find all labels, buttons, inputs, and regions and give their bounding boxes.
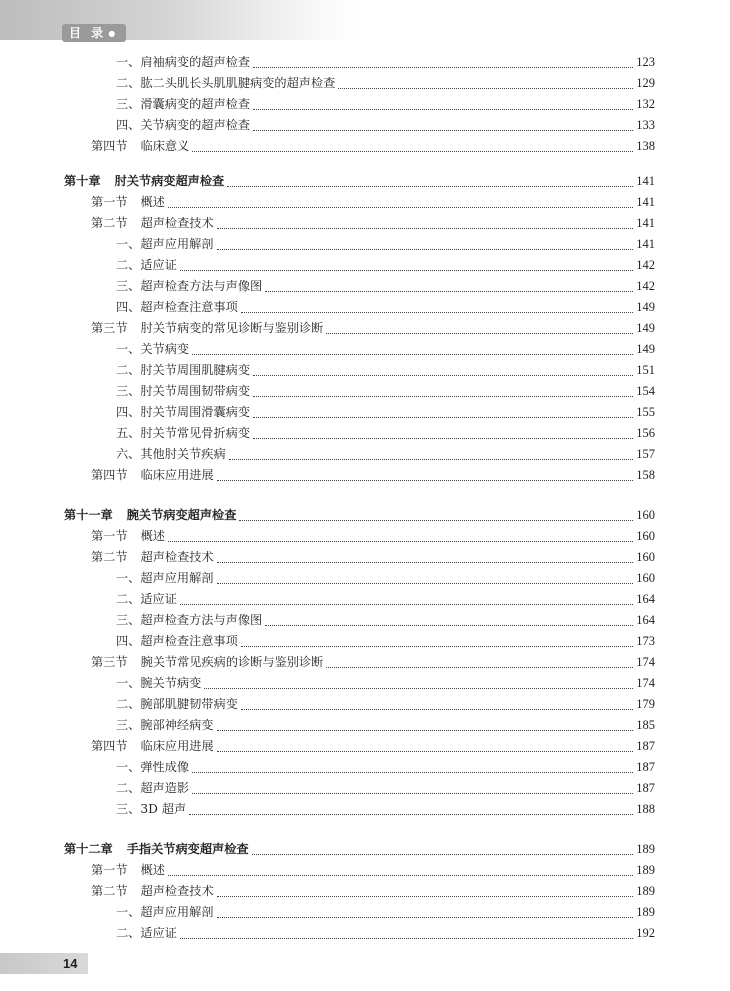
toc-entry-text: 四、关节病变的超声检查 — [116, 118, 251, 132]
toc-entry[interactable] — [116, 402, 655, 423]
toc-entry-page: 173 — [636, 634, 655, 648]
toc-entry-page: 187 — [636, 760, 655, 774]
toc-entry-text: 一、超声应用解剖 — [116, 237, 214, 251]
dot-leader — [253, 123, 633, 131]
toc-entry[interactable] — [91, 192, 655, 213]
dot-leader — [217, 555, 634, 563]
dot-leader — [229, 452, 634, 460]
toc-entry-number: 第一节 — [91, 529, 128, 543]
toc-entry[interactable] — [116, 297, 655, 318]
toc-entry-text: 三、腕部神经病变 — [116, 718, 214, 732]
dot-leader — [204, 681, 633, 689]
toc-entry-page: 185 — [636, 718, 655, 732]
toc-entry-page: 188 — [636, 802, 655, 816]
toc-entry-page: 129 — [636, 76, 655, 90]
toc-entry-page: 189 — [636, 905, 655, 919]
toc-entry[interactable] — [116, 94, 655, 115]
toc-entry-text: 超声检查技术 — [140, 884, 214, 898]
toc-entry-title — [91, 652, 323, 673]
toc-entry-text: 二、肱二头肌长头肌肌腱病变的超声检查 — [116, 76, 336, 90]
toc-entry-page: 142 — [636, 279, 655, 293]
dot-leader — [168, 534, 633, 542]
dot-leader — [253, 60, 633, 68]
toc-entry-text: 二、适应证 — [116, 926, 177, 940]
dot-leader — [217, 889, 634, 897]
toc-entry[interactable] — [116, 923, 655, 944]
toc-entry-title — [116, 360, 250, 381]
toc-entry[interactable] — [116, 339, 655, 360]
toc-entry-text: 临床应用进展 — [140, 468, 214, 482]
toc-entry[interactable] — [116, 673, 655, 694]
toc-entry-title — [116, 94, 250, 115]
toc-entry[interactable] — [116, 360, 655, 381]
toc-entry[interactable] — [116, 902, 655, 923]
toc-entry-text: 超声检查技术 — [140, 216, 214, 230]
toc-entry-title — [116, 610, 262, 631]
toc-entry[interactable] — [64, 505, 655, 526]
toc-entry-text: 一、腕关节病变 — [116, 676, 202, 690]
toc-entry-page: 160 — [636, 550, 655, 564]
toc-entry[interactable] — [116, 568, 655, 589]
toc-entry-number: 第二节 — [91, 550, 128, 564]
dot-leader — [326, 326, 633, 334]
toc-entry-text: 二、适应证 — [116, 592, 177, 606]
toc-entry-text: 临床意义 — [140, 139, 190, 153]
toc-entry-text: 一、弹性成像 — [116, 760, 190, 774]
toc-entry-page: 155 — [636, 405, 655, 419]
toc-entry-page: 154 — [636, 384, 655, 398]
toc-entry[interactable] — [116, 52, 655, 73]
dot-leader — [253, 431, 633, 439]
toc-entry-text: 手指关节病变超声检查 — [126, 842, 249, 856]
toc-entry-page: 189 — [636, 842, 655, 856]
toc-entry-title — [116, 73, 335, 94]
toc-entry-page: 164 — [636, 592, 655, 606]
toc-entry-page: 187 — [636, 781, 655, 795]
toc-entry[interactable] — [116, 255, 655, 276]
toc-entry-title — [91, 465, 214, 486]
toc-entry-number: 第四节 — [91, 139, 128, 153]
toc-entry[interactable] — [116, 381, 655, 402]
toc-entry-page: 141 — [636, 237, 655, 251]
toc-entry-title — [116, 234, 214, 255]
toc-entry-number: 第四节 — [91, 468, 128, 482]
toc-entry-page: 179 — [636, 697, 655, 711]
toc-entry-page: 142 — [636, 258, 655, 272]
toc-entry-page: 149 — [636, 342, 655, 356]
dot-leader — [180, 931, 633, 939]
toc-entry-title — [116, 402, 250, 423]
toc-entry[interactable] — [116, 589, 655, 610]
toc-entry-title — [64, 839, 249, 860]
dot-leader — [217, 221, 634, 229]
toc-entry-number: 第三节 — [91, 321, 128, 335]
toc-entry[interactable] — [91, 465, 655, 486]
toc-entry-text: 三、肘关节周围韧带病变 — [116, 384, 251, 398]
toc-entry-text: 二、超声造影 — [116, 781, 190, 795]
dot-leader — [180, 597, 633, 605]
toc-entry-page: 189 — [636, 863, 655, 877]
toc-entry-text: 临床应用进展 — [140, 739, 214, 753]
header-dot-icon: ● — [108, 29, 119, 38]
toc-entry-number: 第三节 — [91, 655, 128, 669]
toc-entry-text: 概述 — [140, 195, 165, 209]
toc-entry-title — [116, 778, 189, 799]
toc-entry-text: 三、超声检查方法与声像图 — [116, 279, 263, 293]
toc-entry-page: 160 — [636, 571, 655, 585]
toc-entry-title — [116, 694, 238, 715]
toc-entry-title — [116, 423, 250, 444]
toc-entry[interactable] — [116, 778, 655, 799]
toc-entry-number: 第一节 — [91, 863, 128, 877]
toc-entry-text: 一、肩袖病变的超声检查 — [116, 55, 251, 69]
toc-entry-title — [91, 860, 165, 881]
toc-entry-text: 三、滑囊病变的超声检查 — [116, 97, 251, 111]
toc-entry-page: 151 — [636, 363, 655, 377]
toc-entry[interactable] — [91, 526, 655, 547]
toc-entry-title — [91, 526, 165, 547]
toc-entry[interactable] — [91, 860, 655, 881]
toc-entry-page: 160 — [636, 529, 655, 543]
toc-entry-page: 160 — [636, 508, 655, 522]
toc-entry-title — [116, 444, 226, 465]
toc-entry-title — [116, 715, 214, 736]
toc-entry-page: 174 — [636, 676, 655, 690]
dot-leader — [239, 513, 633, 521]
toc-entry-text: 概述 — [140, 863, 165, 877]
toc-entry[interactable] — [64, 839, 655, 860]
toc-entry[interactable] — [91, 318, 655, 339]
dot-leader — [189, 807, 633, 815]
toc-entry[interactable] — [116, 234, 655, 255]
dot-leader — [338, 81, 633, 89]
dot-leader — [253, 102, 633, 110]
toc-entry-text: 三、3D 超声 — [116, 802, 187, 816]
dot-leader — [241, 702, 633, 710]
dot-leader — [241, 639, 633, 647]
toc-entry-text: 腕关节常见疾病的诊断与鉴别诊断 — [140, 655, 324, 669]
toc-entry[interactable] — [116, 757, 655, 778]
toc-entry-title — [91, 736, 214, 757]
toc-entry-page: 138 — [636, 139, 655, 153]
header-banner — [0, 0, 360, 40]
toc-entry-text: 肘关节病变的常见诊断与鉴别诊断 — [140, 321, 324, 335]
toc-entry[interactable] — [116, 799, 655, 820]
toc-entry-title — [116, 631, 238, 652]
dot-leader — [180, 263, 633, 271]
toc-entry-page: 156 — [636, 426, 655, 440]
toc-entry-number: 第十章 — [64, 174, 101, 188]
dot-leader — [217, 242, 634, 250]
toc-entry-page: 141 — [636, 174, 655, 188]
toc-entry-title — [116, 255, 177, 276]
toc-entry-text: 一、超声应用解剖 — [116, 571, 214, 585]
toc-entry-text: 一、超声应用解剖 — [116, 905, 214, 919]
toc-entry-text: 五、肘关节常见骨折病变 — [116, 426, 251, 440]
toc-entry-title — [116, 589, 177, 610]
toc-entry[interactable] — [116, 276, 655, 297]
toc-entry-text: 肘关节病变超声检查 — [114, 174, 225, 188]
dot-leader — [192, 786, 633, 794]
page-number: 14 — [63, 956, 78, 971]
toc-entry-title — [116, 673, 201, 694]
toc-entry-text: 二、适应证 — [116, 258, 177, 272]
toc-entry-title — [91, 547, 214, 568]
toc-entry-title — [91, 881, 214, 902]
dot-leader — [168, 868, 633, 876]
header-tab — [62, 24, 126, 42]
toc-entry-title — [64, 505, 236, 526]
dot-leader — [217, 910, 634, 918]
dot-leader — [253, 368, 633, 376]
toc-entry-page: 133 — [636, 118, 655, 132]
toc-entry-title — [116, 902, 214, 923]
toc-entry-number: 第二节 — [91, 216, 128, 230]
toc-entry-title — [116, 115, 250, 136]
toc-entry-text: 四、超声检查注意事项 — [116, 300, 238, 314]
toc-entry-page: 141 — [636, 195, 655, 209]
toc-entry-title — [64, 171, 224, 192]
dot-leader — [217, 744, 634, 752]
dot-leader — [168, 200, 633, 208]
toc-entry-title — [116, 297, 238, 318]
toc-entry-page: 132 — [636, 97, 655, 111]
toc-entry-title — [91, 213, 214, 234]
toc-entry-text: 概述 — [140, 529, 165, 543]
toc-entry[interactable] — [91, 652, 655, 673]
toc-entry-text: 一、关节病变 — [116, 342, 190, 356]
toc-entry-page: 189 — [636, 884, 655, 898]
toc-entry-page: 174 — [636, 655, 655, 669]
toc-entry-title — [116, 381, 250, 402]
dot-leader — [253, 410, 633, 418]
toc-entry-page: 123 — [636, 55, 655, 69]
dot-leader — [241, 305, 633, 313]
toc-entry-text: 四、超声检查注意事项 — [116, 634, 238, 648]
toc-entry-title — [116, 923, 177, 944]
toc-entry-page: 141 — [636, 216, 655, 230]
toc-entry-title — [116, 339, 189, 360]
toc-entry[interactable] — [64, 171, 655, 192]
toc-entry-number: 第十二章 — [64, 842, 113, 856]
toc-entry-text: 六、其他肘关节疾病 — [116, 447, 226, 461]
toc-entry[interactable] — [116, 631, 655, 652]
toc-entry-number: 第十一章 — [64, 508, 113, 522]
dot-leader — [217, 576, 634, 584]
toc-entry[interactable] — [91, 736, 655, 757]
dot-leader — [252, 847, 634, 855]
toc-entry-page: 158 — [636, 468, 655, 482]
toc-entry-title — [116, 52, 250, 73]
toc-entry-text: 二、肘关节周围肌腱病变 — [116, 363, 251, 377]
toc-entry-title — [116, 757, 189, 778]
toc-entry-title — [91, 136, 189, 157]
dot-leader — [265, 284, 633, 292]
toc-entry[interactable] — [91, 213, 655, 234]
dot-leader — [192, 765, 633, 773]
toc-entry-text: 四、肘关节周围滑囊病变 — [116, 405, 251, 419]
toc-entry-title — [116, 276, 262, 297]
toc-entry[interactable] — [116, 73, 655, 94]
toc-entry[interactable] — [116, 610, 655, 631]
toc-entry-number: 第二节 — [91, 884, 128, 898]
toc-entry-text: 超声检查技术 — [140, 550, 214, 564]
dot-leader — [192, 144, 633, 152]
toc-entry[interactable] — [116, 694, 655, 715]
toc-entry-title — [91, 318, 323, 339]
dot-leader — [217, 723, 634, 731]
toc-entry[interactable] — [116, 715, 655, 736]
dot-leader — [326, 660, 633, 668]
toc-entry-page: 149 — [636, 300, 655, 314]
toc-entry[interactable] — [91, 547, 655, 568]
toc-entry-page: 187 — [636, 739, 655, 753]
toc-entry-text: 三、超声检查方法与声像图 — [116, 613, 263, 627]
toc-entry-text: 腕关节病变超声检查 — [126, 508, 237, 522]
toc-entry[interactable] — [91, 136, 655, 157]
dot-leader — [265, 618, 633, 626]
toc-entry[interactable] — [116, 423, 655, 444]
toc-entry-text: 二、腕部肌腱韧带病变 — [116, 697, 238, 711]
toc-entry-page: 164 — [636, 613, 655, 627]
dot-leader — [217, 473, 634, 481]
toc-entry-title — [91, 192, 165, 213]
toc-entry[interactable] — [116, 444, 655, 465]
dot-leader — [227, 179, 633, 187]
toc-entry-number: 第四节 — [91, 739, 128, 753]
dot-leader — [192, 347, 633, 355]
header-label: 目 录 — [69, 26, 107, 40]
toc-entry[interactable] — [116, 115, 655, 136]
toc-entry-page: 149 — [636, 321, 655, 335]
toc-entry-page: 157 — [636, 447, 655, 461]
toc-entry-number: 第一节 — [91, 195, 128, 209]
toc-entry-page: 192 — [636, 926, 655, 940]
toc-entry[interactable] — [91, 881, 655, 902]
toc-entry-title — [116, 568, 214, 589]
dot-leader — [253, 389, 633, 397]
toc-entry-title — [116, 799, 186, 820]
